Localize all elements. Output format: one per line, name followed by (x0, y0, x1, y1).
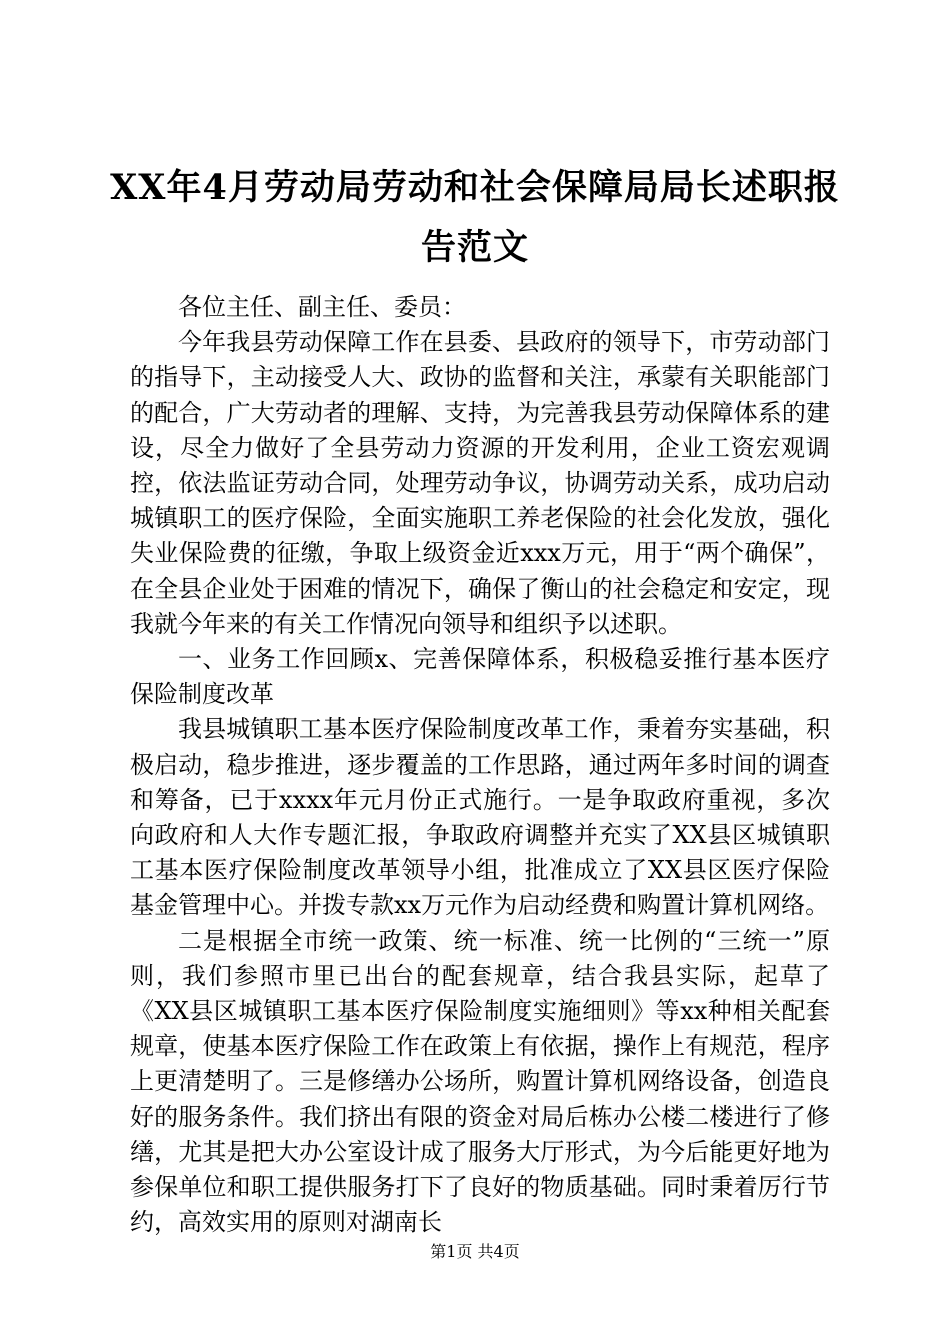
body-paragraph: 我县城镇职工基本医疗保险制度改革工作，秉着夯实基础，积极启动，稳步推进，逐步覆盖的工作思路，通过两年多时间的调查和筹备，已于xxxx年元月份正式施行。一是争取政府重视，多次向政府和人大作专题汇报，争取政府调整并充实了XX县区城镇职工基本医疗保险制度改革领导小组，批准成立了XX县区医疗保险基金管理中心。并拨专款xx万元作为启动经费和购置计算机网络。 (130, 715, 830, 920)
body-paragraph: 二是根据全市统一政策、统一标准、统一比例的“三统一”原则，我们参照市里已出台的配套规章，结合我县实际，起草了《XX县区城镇职工基本医疗保险制度实施细则》等xx种相关配套规章，使基本医疗保险工作在政策上有依据，操作上有规范，程序上更清楚明了。三是修缮办公场所，购置计算机网络设备，创造良好的服务条件。我们挤出有限的资金对局后栋办公楼二楼进行了修缮，尤其是把大办公室设计成了服务大厅形式，为今后能更好地为参保单位和职工提供服务打下了良好的物质基础。同时秉着厉行节约，高效实用的原则对湖南长 (130, 926, 830, 1237)
document-title: XX年4月劳动局劳动和社会保障局局长述职报告范文 (110, 167, 840, 268)
salutation-paragraph: 各位主任、副主任、委员： (178, 293, 466, 321)
body-paragraph: 今年我县劳动保障工作在县委、县政府的领导下，市劳动部门的指导下，主动接受人大、政协的监督和关注，承蒙有关职能部门的配合，广大劳动者的理解、支持，为完善我县劳动保障体系的建设，尽全力做好了全县劳动力资源的开发利用，企业工资宏观调控，依法监证劳动合同，处理劳动争议，协调劳动关系，成功启动城镇职工的医疗保险，全面实施职工养老保险的社会化发放，强化失业保险费的征缴，争取上级资金近xxx万元，用于“两个确保”，在全县企业处于困难的情况下，确保了衡山的社会稳定和安定，现我就今年来的有关工作情况向领导和组织予以述职。 (130, 328, 830, 638)
page-number-footer: 第1页 共4页 (430, 1242, 520, 1261)
section-heading-paragraph: 一、业务工作回顾x、完善保障体系，积极稳妥推行基本医疗保险制度改革 (130, 645, 830, 709)
document-body (130, 290, 830, 1240)
